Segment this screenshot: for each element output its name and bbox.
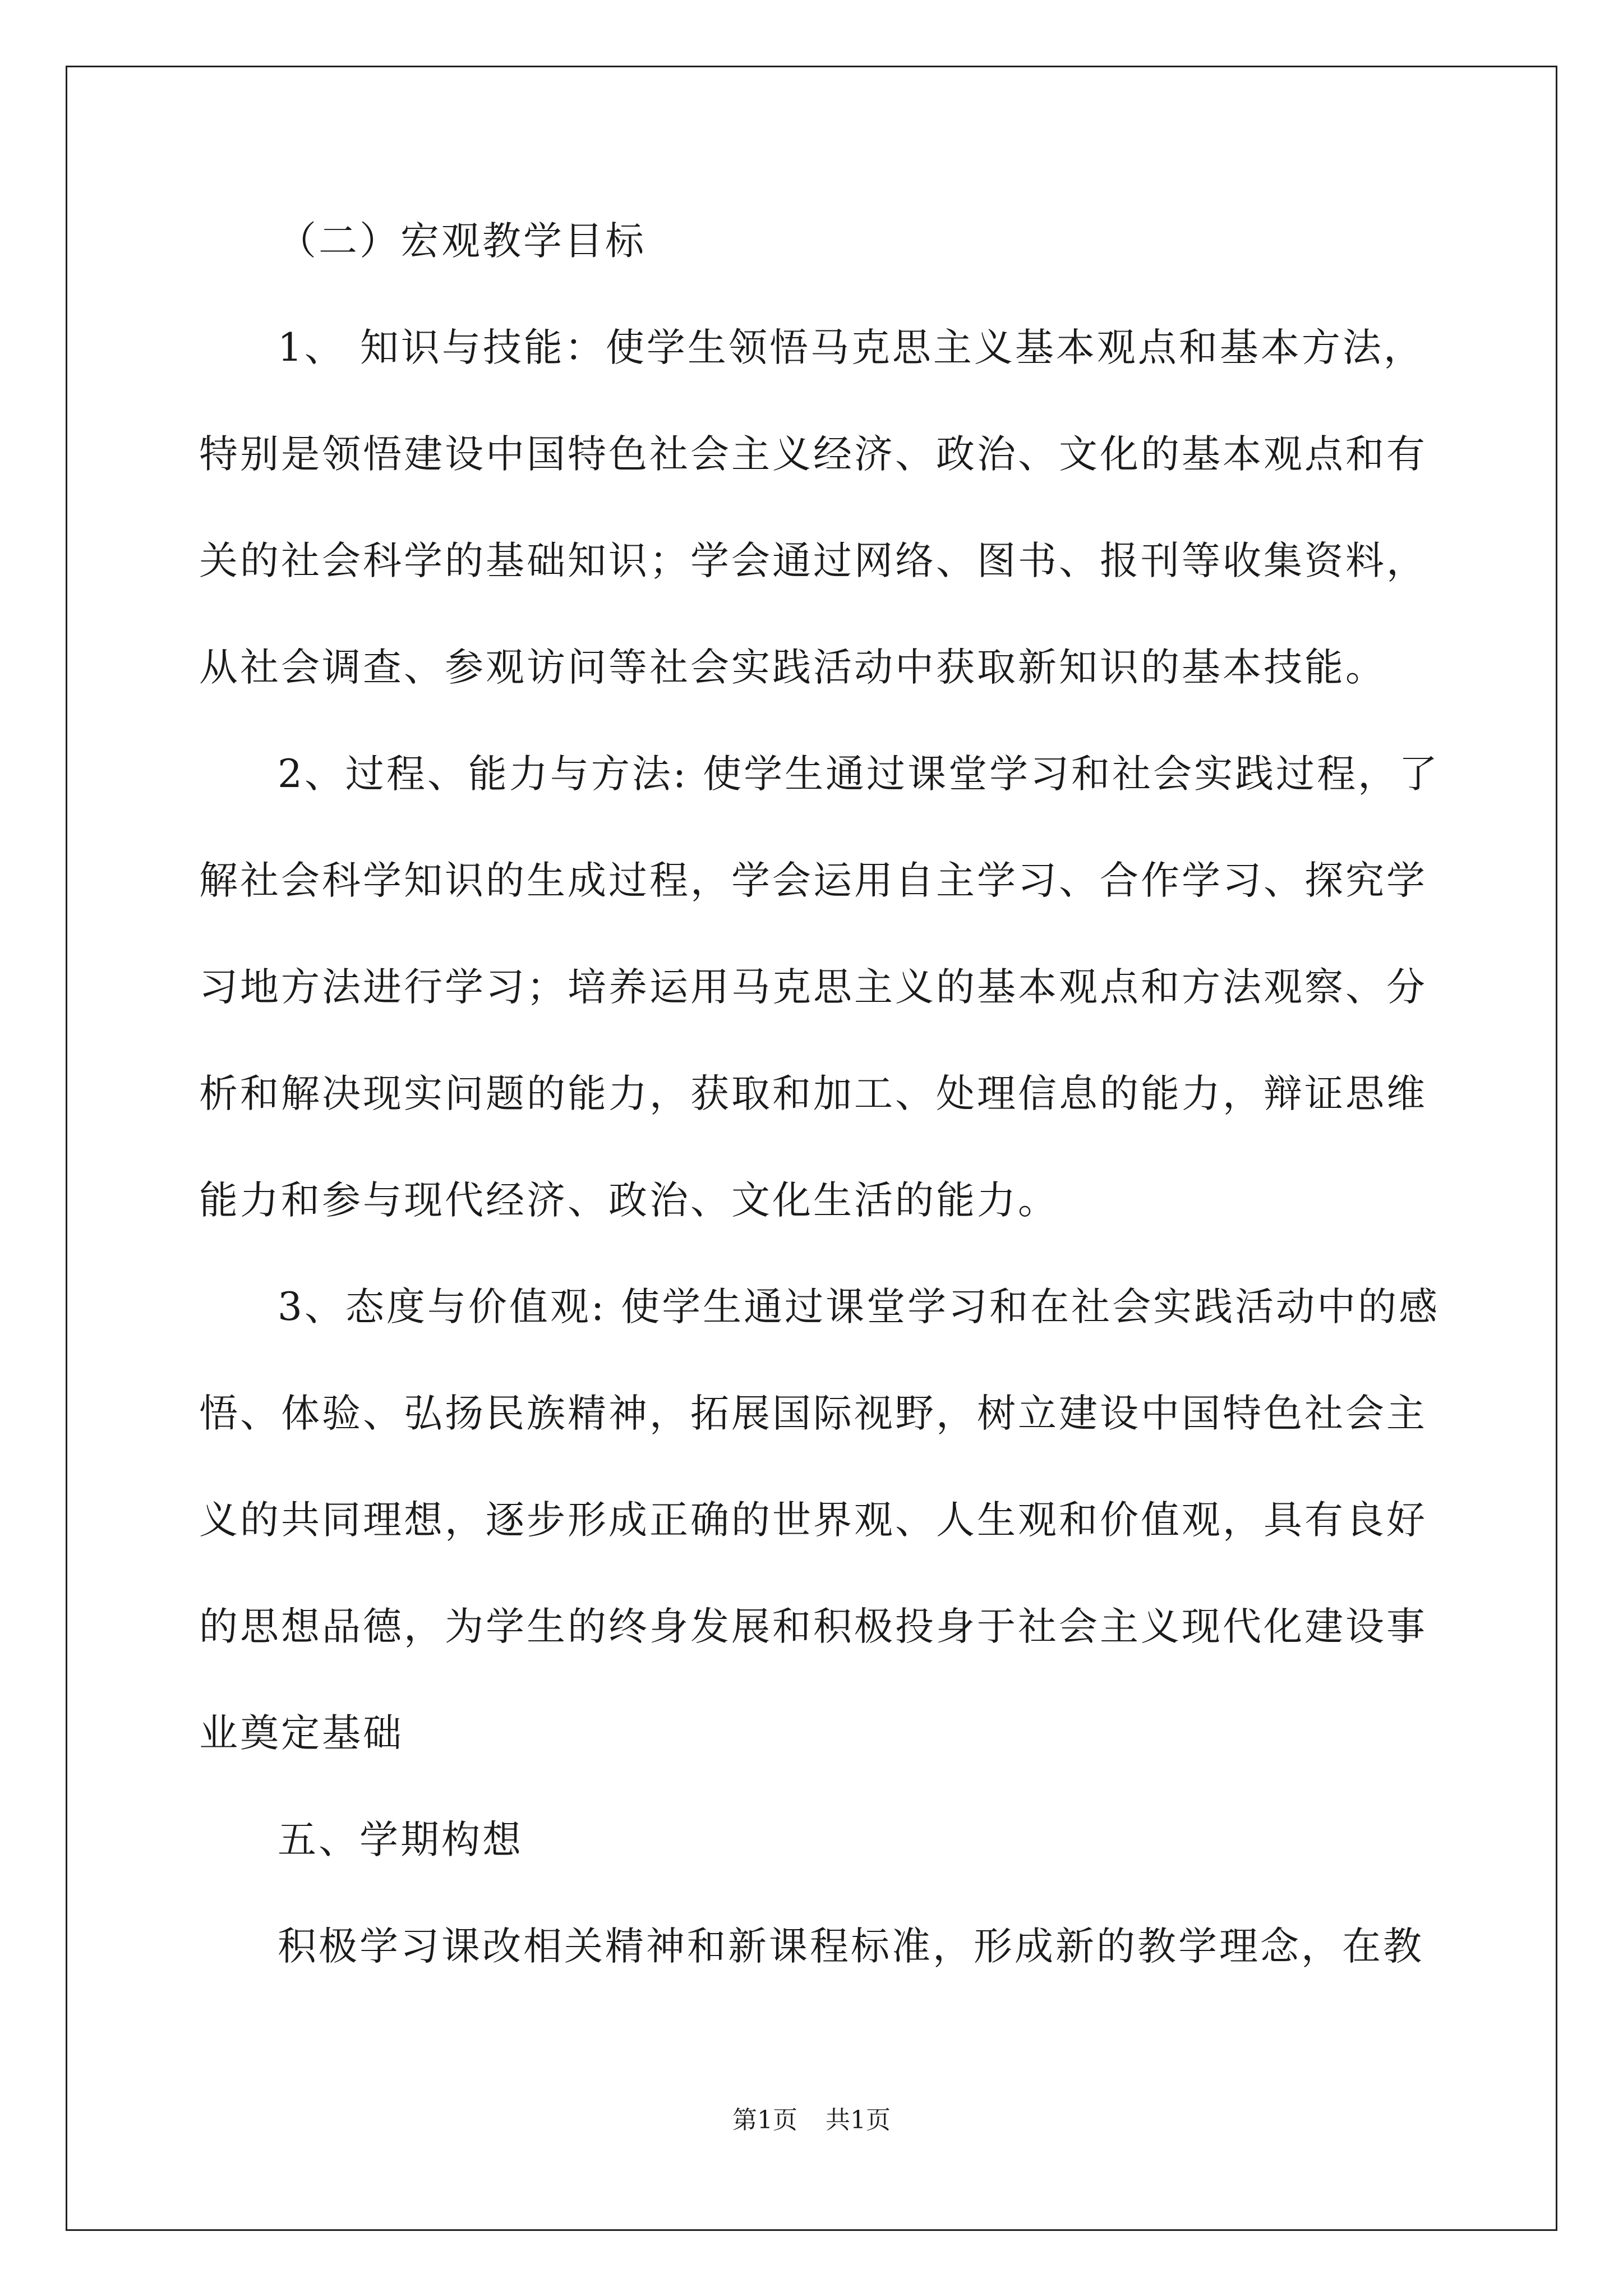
- page-total: 共1页: [826, 2106, 891, 2134]
- paragraph-line: 解社会科学知识的生成过程，学会运用自主学习、合作学习、探究学: [199, 858, 1427, 903]
- paragraph-line: 的思想品德，为学生的终身发展和积极投身于社会主义现代化建设事: [199, 1604, 1427, 1649]
- paragraph-line: 习地方法进行学习；培养运用马克思主义的基本观点和方法观察、分: [199, 965, 1427, 1010]
- section-heading: （二）宏观教学目标: [278, 219, 646, 264]
- paragraph-line: 特别是领悟建设中国特色社会主义经济、政治、文化的基本观点和有: [199, 432, 1427, 477]
- page-border: [66, 66, 1557, 2231]
- paragraph-line: 2、过程、能力与方法: 使学生通过课堂学习和社会实践过程，了: [278, 752, 1440, 797]
- paragraph-line: 从社会调查、参观访问等社会实践活动中获取新知识的基本技能。: [199, 645, 1386, 690]
- paragraph-line: 1、 知识与技能：使学生领悟马克思主义基本观点和基本方法，: [278, 325, 1424, 370]
- paragraph-line: 3、态度与价值观: 使学生通过课堂学习和在社会实践活动中的感: [278, 1285, 1440, 1329]
- paragraph-line: 析和解决现实问题的能力，获取和加工、处理信息的能力，辩证思维: [199, 1071, 1427, 1116]
- page-footer: [0, 2104, 1623, 2137]
- page-number: 第1页: [732, 2106, 797, 2134]
- section-heading: 五、学期构想: [278, 1818, 523, 1862]
- paragraph-line: 业奠定基础: [199, 1711, 404, 1756]
- paragraph-line: 能力和参与现代经济、政治、文化生活的能力。: [199, 1178, 1059, 1223]
- paragraph-line: 积极学习课改相关精神和新课程标准，形成新的教学理念，在教: [278, 1924, 1424, 1969]
- paragraph-line: 义的共同理想，逐步形成正确的世界观、人生观和价值观，具有良好: [199, 1498, 1427, 1543]
- paragraph-line: 关的社会科学的基础知识；学会通过网络、图书、报刊等收集资料，: [199, 539, 1427, 583]
- paragraph-line: 悟、体验、弘扬民族精神，拓展国际视野，树立建设中国特色社会主: [199, 1391, 1427, 1436]
